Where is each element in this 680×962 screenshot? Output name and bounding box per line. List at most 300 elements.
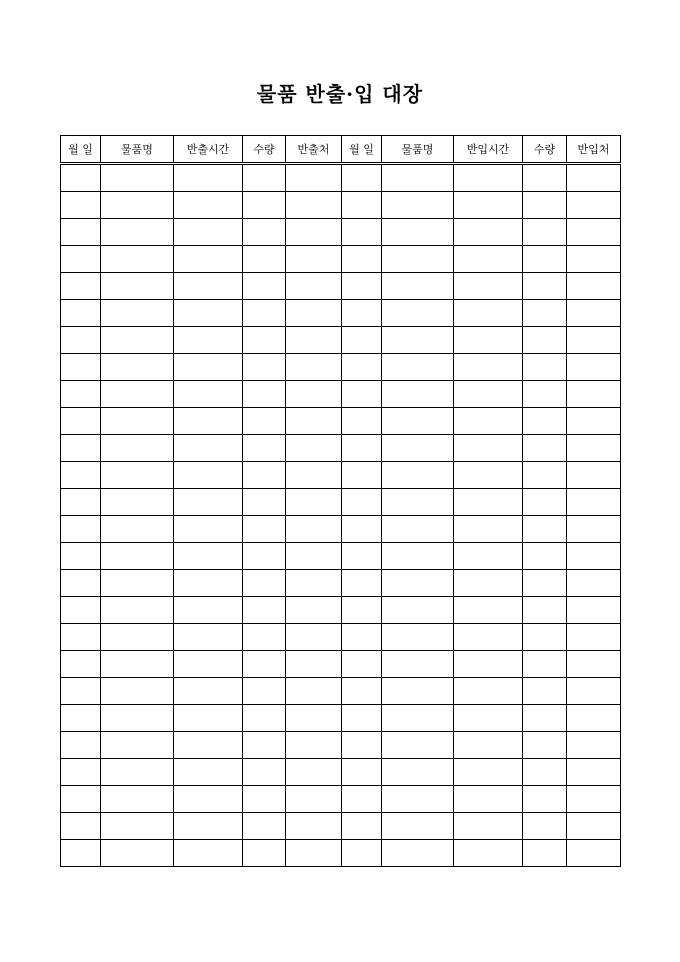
table-cell — [243, 408, 286, 435]
table-row — [61, 813, 621, 840]
table-cell — [243, 678, 286, 705]
table-cell — [342, 840, 382, 867]
table-cell — [286, 759, 342, 786]
table-cell — [454, 273, 523, 300]
table-cell — [523, 570, 567, 597]
table-cell — [101, 462, 174, 489]
table-row — [61, 759, 621, 786]
table-cell — [174, 840, 243, 867]
table-cell — [101, 381, 174, 408]
table-cell — [243, 489, 286, 516]
header-inbound-time: 반입시간 — [454, 136, 523, 164]
table-cell — [382, 354, 454, 381]
table-cell — [342, 435, 382, 462]
table-cell — [523, 462, 567, 489]
table-cell — [567, 327, 621, 354]
table-cell — [101, 786, 174, 813]
table-cell — [567, 840, 621, 867]
table-cell — [382, 705, 454, 732]
table-cell — [286, 624, 342, 651]
table-cell — [454, 489, 523, 516]
table-row — [61, 246, 621, 273]
table-cell — [567, 759, 621, 786]
table-cell — [523, 408, 567, 435]
table-row — [61, 732, 621, 759]
table-cell — [382, 408, 454, 435]
table-row — [61, 354, 621, 381]
table-cell — [454, 732, 523, 759]
table-cell — [61, 164, 101, 192]
header-outbound-destination: 반출처 — [286, 136, 342, 164]
table-cell — [243, 381, 286, 408]
table-cell — [101, 354, 174, 381]
table-cell — [567, 408, 621, 435]
table-cell — [454, 164, 523, 192]
table-cell — [101, 327, 174, 354]
table-cell — [454, 246, 523, 273]
table-cell — [174, 435, 243, 462]
table-cell — [454, 327, 523, 354]
table-cell — [286, 164, 342, 192]
table-cell — [523, 516, 567, 543]
table-row — [61, 164, 621, 192]
table-cell — [174, 705, 243, 732]
table-cell — [454, 462, 523, 489]
header-inbound-quantity: 수량 — [523, 136, 567, 164]
table-cell — [567, 651, 621, 678]
table-cell — [342, 759, 382, 786]
header-inbound-item-name: 물품명 — [382, 136, 454, 164]
table-cell — [454, 678, 523, 705]
table-row — [61, 408, 621, 435]
table-cell — [286, 516, 342, 543]
table-cell — [101, 300, 174, 327]
table-cell — [61, 732, 101, 759]
table-cell — [61, 219, 101, 246]
table-row — [61, 192, 621, 219]
table-cell — [101, 759, 174, 786]
header-inbound-source: 반입처 — [567, 136, 621, 164]
table-cell — [342, 732, 382, 759]
table-cell — [342, 219, 382, 246]
table-cell — [523, 813, 567, 840]
table-cell — [454, 300, 523, 327]
table-cell — [61, 246, 101, 273]
table-cell — [61, 192, 101, 219]
table-cell — [61, 543, 101, 570]
table-row — [61, 219, 621, 246]
table-cell — [567, 273, 621, 300]
header-inbound-date: 월 일 — [342, 136, 382, 164]
table-cell — [286, 489, 342, 516]
table-cell — [174, 489, 243, 516]
table-cell — [61, 435, 101, 462]
table-cell — [454, 435, 523, 462]
table-cell — [382, 462, 454, 489]
table-cell — [523, 624, 567, 651]
table-cell — [61, 300, 101, 327]
table-cell — [382, 219, 454, 246]
table-cell — [286, 786, 342, 813]
table-cell — [523, 705, 567, 732]
table-cell — [286, 354, 342, 381]
table-cell — [567, 597, 621, 624]
table-cell — [382, 759, 454, 786]
table-cell — [382, 813, 454, 840]
table-cell — [523, 597, 567, 624]
table-cell — [61, 327, 101, 354]
table-cell — [243, 543, 286, 570]
table-cell — [454, 543, 523, 570]
table-cell — [523, 678, 567, 705]
table-cell — [342, 300, 382, 327]
table-cell — [243, 813, 286, 840]
table-row — [61, 570, 621, 597]
table-cell — [342, 516, 382, 543]
table-cell — [382, 192, 454, 219]
table-cell — [382, 516, 454, 543]
table-cell — [454, 354, 523, 381]
table-cell — [61, 462, 101, 489]
table-cell — [101, 408, 174, 435]
table-row — [61, 462, 621, 489]
table-cell — [382, 678, 454, 705]
table-cell — [101, 624, 174, 651]
table-cell — [382, 489, 454, 516]
table-cell — [174, 381, 243, 408]
table-cell — [342, 246, 382, 273]
table-cell — [61, 570, 101, 597]
table-cell — [523, 489, 567, 516]
table-cell — [382, 570, 454, 597]
table-cell — [243, 786, 286, 813]
table-cell — [567, 489, 621, 516]
table-cell — [101, 570, 174, 597]
table-cell — [523, 732, 567, 759]
header-outbound-time: 반출시간 — [174, 136, 243, 164]
table-cell — [454, 759, 523, 786]
table-cell — [523, 192, 567, 219]
table-cell — [567, 705, 621, 732]
table-cell — [174, 327, 243, 354]
table-cell — [382, 246, 454, 273]
table-cell — [286, 192, 342, 219]
table-cell — [101, 246, 174, 273]
table-cell — [174, 651, 243, 678]
table-cell — [61, 759, 101, 786]
table-cell — [342, 273, 382, 300]
table-cell — [523, 381, 567, 408]
table-cell — [174, 462, 243, 489]
table-cell — [243, 462, 286, 489]
table-cell — [342, 164, 382, 192]
table-cell — [286, 273, 342, 300]
table-cell — [243, 597, 286, 624]
header-outbound-quantity: 수량 — [243, 136, 286, 164]
table-cell — [243, 300, 286, 327]
table-cell — [454, 705, 523, 732]
table-cell — [342, 327, 382, 354]
table-cell — [454, 597, 523, 624]
table-row — [61, 651, 621, 678]
table-cell — [174, 813, 243, 840]
table-cell — [454, 219, 523, 246]
table-cell — [382, 273, 454, 300]
table-cell — [567, 246, 621, 273]
table-cell — [286, 705, 342, 732]
table-cell — [567, 678, 621, 705]
table-cell — [342, 813, 382, 840]
table-cell — [174, 624, 243, 651]
ledger-body — [61, 164, 621, 867]
table-cell — [454, 516, 523, 543]
table-cell — [523, 651, 567, 678]
table-cell — [342, 489, 382, 516]
ledger-table — [60, 135, 621, 867]
table-cell — [243, 327, 286, 354]
table-cell — [174, 408, 243, 435]
table-cell — [523, 354, 567, 381]
table-cell — [342, 786, 382, 813]
table-cell — [243, 354, 286, 381]
header-outbound-date: 월 일 — [61, 136, 101, 164]
table-cell — [286, 543, 342, 570]
table-cell — [243, 164, 286, 192]
table-row — [61, 489, 621, 516]
table-row — [61, 516, 621, 543]
table-cell — [382, 840, 454, 867]
table-cell — [382, 651, 454, 678]
table-cell — [523, 543, 567, 570]
table-cell — [174, 543, 243, 570]
table-cell — [382, 786, 454, 813]
table-cell — [342, 624, 382, 651]
table-cell — [382, 381, 454, 408]
table-cell — [101, 273, 174, 300]
table-cell — [101, 651, 174, 678]
table-cell — [101, 489, 174, 516]
table-cell — [174, 273, 243, 300]
table-row — [61, 840, 621, 867]
table-cell — [243, 273, 286, 300]
table-cell — [523, 786, 567, 813]
table-cell — [61, 786, 101, 813]
table-cell — [342, 192, 382, 219]
table-row — [61, 327, 621, 354]
table-cell — [454, 408, 523, 435]
table-cell — [342, 678, 382, 705]
table-cell — [243, 705, 286, 732]
table-row — [61, 381, 621, 408]
table-cell — [454, 192, 523, 219]
table-cell — [342, 381, 382, 408]
table-cell — [61, 651, 101, 678]
table-cell — [286, 570, 342, 597]
table-cell — [382, 624, 454, 651]
table-cell — [567, 543, 621, 570]
table-cell — [61, 516, 101, 543]
table-cell — [523, 759, 567, 786]
table-cell — [61, 381, 101, 408]
table-cell — [567, 300, 621, 327]
table-cell — [342, 597, 382, 624]
table-cell — [61, 705, 101, 732]
table-cell — [61, 354, 101, 381]
table-cell — [382, 164, 454, 192]
table-row — [61, 300, 621, 327]
table-cell — [243, 732, 286, 759]
table-cell — [286, 219, 342, 246]
table-cell — [342, 651, 382, 678]
table-cell — [342, 408, 382, 435]
table-row — [61, 597, 621, 624]
table-cell — [567, 435, 621, 462]
table-cell — [454, 651, 523, 678]
table-cell — [174, 516, 243, 543]
table-cell — [286, 381, 342, 408]
table-cell — [286, 651, 342, 678]
table-cell — [174, 164, 243, 192]
table-row — [61, 273, 621, 300]
table-cell — [101, 516, 174, 543]
table-cell — [342, 543, 382, 570]
table-row — [61, 624, 621, 651]
table-cell — [567, 732, 621, 759]
table-cell — [567, 624, 621, 651]
table-cell — [454, 840, 523, 867]
table-cell — [342, 705, 382, 732]
table-cell — [174, 678, 243, 705]
table-cell — [174, 732, 243, 759]
table-cell — [567, 354, 621, 381]
table-cell — [101, 705, 174, 732]
table-cell — [101, 435, 174, 462]
table-cell — [61, 597, 101, 624]
table-cell — [101, 543, 174, 570]
table-cell — [567, 192, 621, 219]
table-cell — [61, 813, 101, 840]
table-cell — [286, 732, 342, 759]
table-cell — [101, 219, 174, 246]
table-cell — [174, 192, 243, 219]
table-cell — [342, 462, 382, 489]
table-cell — [243, 840, 286, 867]
table-cell — [61, 489, 101, 516]
table-cell — [243, 516, 286, 543]
document-title: 물품 반출·입 대장 — [256, 82, 424, 106]
table-cell — [286, 813, 342, 840]
table-row — [61, 543, 621, 570]
table-cell — [101, 732, 174, 759]
table-cell — [523, 273, 567, 300]
table-cell — [382, 543, 454, 570]
table-cell — [101, 813, 174, 840]
table-cell — [382, 732, 454, 759]
table-cell — [286, 246, 342, 273]
table-cell — [61, 840, 101, 867]
table-cell — [286, 300, 342, 327]
table-cell — [243, 570, 286, 597]
table-cell — [382, 597, 454, 624]
table-cell — [342, 354, 382, 381]
table-cell — [286, 408, 342, 435]
table-cell — [454, 624, 523, 651]
table-cell — [567, 462, 621, 489]
table-cell — [567, 219, 621, 246]
table-cell — [523, 435, 567, 462]
table-cell — [174, 786, 243, 813]
table-cell — [286, 597, 342, 624]
table-cell — [523, 246, 567, 273]
table-cell — [101, 840, 174, 867]
table-cell — [61, 624, 101, 651]
table-cell — [567, 570, 621, 597]
table-cell — [567, 381, 621, 408]
table-cell — [243, 624, 286, 651]
table-cell — [174, 246, 243, 273]
table-row — [61, 678, 621, 705]
table-cell — [174, 354, 243, 381]
table-cell — [101, 678, 174, 705]
table-cell — [567, 813, 621, 840]
table-cell — [286, 327, 342, 354]
table-cell — [174, 219, 243, 246]
table-cell — [382, 300, 454, 327]
header-row — [61, 136, 621, 164]
table-cell — [567, 164, 621, 192]
table-cell — [342, 570, 382, 597]
table-cell — [286, 678, 342, 705]
table-cell — [243, 192, 286, 219]
header-outbound-item-name: 물품명 — [101, 136, 174, 164]
table-cell — [523, 840, 567, 867]
table-cell — [174, 759, 243, 786]
table-cell — [243, 435, 286, 462]
table-cell — [523, 219, 567, 246]
table-row — [61, 786, 621, 813]
table-cell — [243, 759, 286, 786]
table-cell — [523, 327, 567, 354]
table-cell — [174, 300, 243, 327]
table-row — [61, 705, 621, 732]
table-cell — [243, 246, 286, 273]
table-cell — [243, 651, 286, 678]
table-cell — [101, 597, 174, 624]
table-cell — [286, 462, 342, 489]
table-cell — [101, 164, 174, 192]
table-cell — [174, 570, 243, 597]
table-cell — [567, 516, 621, 543]
table-cell — [61, 273, 101, 300]
table-cell — [174, 597, 243, 624]
table-cell — [286, 435, 342, 462]
table-cell — [454, 570, 523, 597]
table-cell — [243, 219, 286, 246]
table-cell — [382, 327, 454, 354]
table-row — [61, 435, 621, 462]
table-cell — [61, 408, 101, 435]
table-cell — [454, 381, 523, 408]
table-cell — [382, 435, 454, 462]
table-cell — [61, 678, 101, 705]
table-cell — [567, 786, 621, 813]
table-cell — [523, 164, 567, 192]
table-cell — [454, 813, 523, 840]
table-cell — [454, 786, 523, 813]
table-cell — [523, 300, 567, 327]
table-cell — [101, 192, 174, 219]
table-cell — [286, 840, 342, 867]
